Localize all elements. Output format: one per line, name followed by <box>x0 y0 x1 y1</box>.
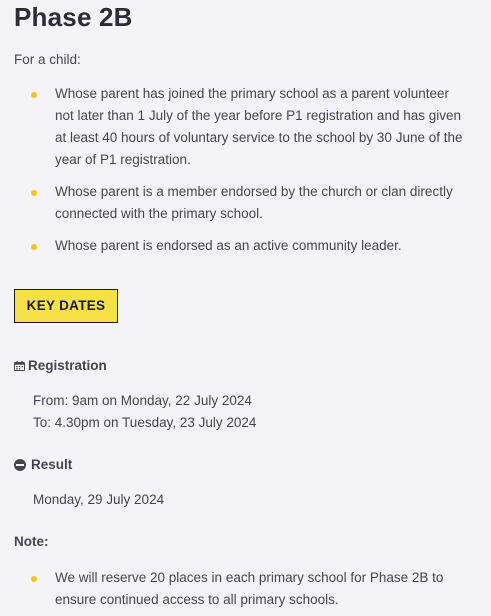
list-item <box>0 235 468 257</box>
note-heading: Note: <box>14 534 49 549</box>
criteria-text: Whose parent has joined the primary school as a parent volunteer not later than 1 July of the year before P1 registration and has given at least 40 hours of voluntary service to the school by 30 June of the year of P1 registration. <box>55 86 463 167</box>
bullet-dot-icon <box>31 576 37 582</box>
result-date: Monday, 29 July 2024 <box>33 492 165 507</box>
list-item <box>0 567 468 611</box>
registration-heading-text: Registration <box>28 358 107 373</box>
page-title: Phase 2B <box>14 2 133 32</box>
list-item <box>0 83 468 171</box>
bullet-dot-icon <box>31 190 37 196</box>
result-heading <box>14 457 72 472</box>
calendar-icon <box>14 361 25 371</box>
criteria-text: Whose parent is a member endorsed by the church or clan directly connected with the primary school. <box>55 184 453 221</box>
registration-heading <box>14 358 107 373</box>
bullet-dot-icon <box>31 244 37 250</box>
result-heading-text: Result <box>31 457 73 472</box>
criteria-list <box>0 83 468 267</box>
registration-dates <box>33 390 256 434</box>
criteria-text: Whose parent is endorsed as an active community leader. <box>55 238 402 253</box>
registration-from: From: 9am on Monday, 22 July 2024 <box>33 393 252 408</box>
note-list <box>0 567 468 611</box>
intro-text: For a child: <box>14 52 81 67</box>
key-dates-label: KEY DATES <box>14 289 118 323</box>
announcement-badge-icon <box>14 459 26 471</box>
bullet-dot-icon <box>31 92 37 98</box>
list-item <box>0 181 468 225</box>
note-text: We will reserve 20 places in each primary school for Phase 2B to ensure continued access to all primary schools. <box>55 570 444 607</box>
registration-to: To: 4.30pm on Tuesday, 23 July 2024 <box>33 415 257 430</box>
